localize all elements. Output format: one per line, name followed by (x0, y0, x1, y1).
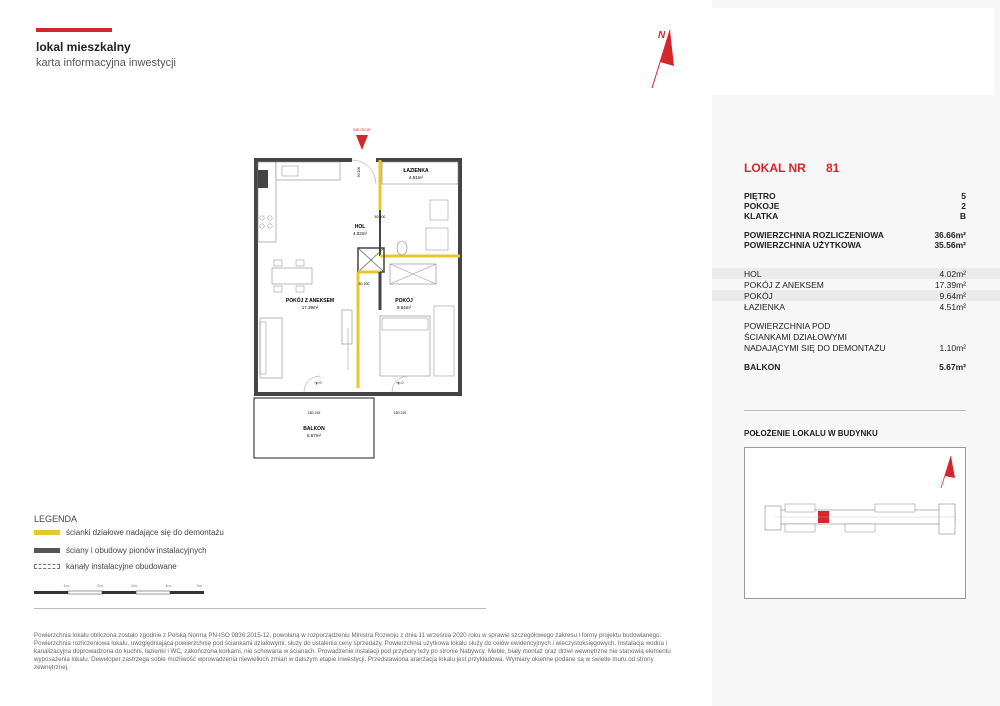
info-row: POKÓJ Z ANEKSEM 17.39m² (744, 280, 966, 290)
info-row: POWIERZCHNIA UŻYTKOWA 35.56m² (744, 240, 966, 250)
legend-label: kanały instalacyjne obudowane (66, 562, 177, 571)
legend-swatch-wall (34, 548, 60, 553)
info-panel (712, 0, 1000, 706)
room-area: 4.02m² (352, 231, 368, 236)
dining-table (272, 268, 312, 284)
info-row: NADAJĄCYMI SIĘ DO DEMONTAŻU 1.10m² (744, 343, 966, 353)
room-area: 5.67m² (306, 433, 322, 438)
room-name: BALKON (303, 426, 325, 432)
room-area: 17.39m² (301, 305, 319, 310)
north-arrow-icon (640, 22, 680, 92)
door-dimension: 90 200 (357, 166, 361, 178)
location-title: POŁOŻENIE LOKALU W BUDYNKU (744, 429, 878, 438)
entrance-arrow-icon (356, 135, 368, 150)
info-row: ŚCIANKAMI DZIAŁOWYMI (744, 332, 847, 342)
svg-text:5m: 5m (196, 583, 202, 588)
info-card (712, 145, 1000, 706)
washbasin (430, 200, 448, 220)
scale-bar (34, 582, 204, 598)
legend-label: ścianki działowe nadające się do demontażu (66, 528, 224, 537)
document-subtitle: karta informacyjna inwestycji (36, 57, 176, 69)
lokal-label: LOKAL NR (744, 161, 806, 175)
room-area: 9.64m² (396, 305, 412, 310)
floor-plan (240, 127, 480, 470)
info-row: ŁAZIENKA 4.51m² (744, 302, 966, 312)
room-area: 4.51m² (408, 175, 424, 180)
document-title: lokal mieszkalny (36, 40, 131, 54)
info-row: BALKON 5.67m² (744, 362, 966, 372)
info-row: POWIERZCHNIA POD (744, 321, 831, 331)
balcony-door-dimension: 180 215 (393, 411, 407, 415)
balcony-door-dimension: 180 215 (307, 411, 321, 415)
lokal-number: 81 (826, 161, 840, 175)
legend-item (34, 528, 224, 537)
toilet-icon (397, 241, 407, 255)
window-label: hp 0 (396, 381, 404, 385)
building-location-map (744, 447, 966, 599)
door-dimension: 80 200 (358, 282, 370, 286)
room-name: POKÓJ Z ANEKSEM (285, 298, 335, 304)
wardrobe (434, 306, 454, 376)
sofa (260, 318, 282, 378)
window-label: hp 0 (314, 381, 322, 385)
header-accent-bar (36, 28, 112, 32)
info-row: POKÓJ 9.64m² (744, 291, 966, 301)
north-label: N (658, 30, 666, 41)
svg-text:2m: 2m (97, 583, 103, 588)
legend-swatch-duct (34, 564, 60, 569)
info-row: POKOJE 2 (744, 201, 966, 211)
door-dimension: 80 200 (374, 215, 386, 219)
entrance-label: WEJŚCIE (353, 127, 371, 132)
svg-text:3m: 3m (131, 583, 137, 588)
legend-item (34, 546, 207, 555)
info-row: PIĘTRO 5 (744, 191, 966, 201)
legend-item (34, 562, 177, 571)
divider (744, 410, 966, 411)
legend-title: LEGENDA (34, 514, 78, 524)
info-row: POWIERZCHNIA ROZLICZENIOWA 36.66m² (744, 230, 966, 240)
top-box (712, 8, 994, 95)
room-name: HOL (354, 224, 366, 230)
footnote: Powierzchnia lokalu obliczona zostało zgodnie z Polską Normą PN-ISO 9836:2015-12, powołaną w rozporządzeniu Ministra Rozwoju z dnia 11 września 2020 roku w sprawie szczegółowego zakresu i formy projektu budowlanego. Powierzchnia rozliczeniowa lokalu, uwzględniająca powierzchnię pod ściankami działowymi, służy do ustalenia ceny sprzedaży. Powierzchnia użytkowa lokalu służy do celów ewidencyjnych i wieczystoksięgowych. Instalacja wodna i kanalizacyjna doprowadzona do kuchni, łazienki i WC, zakończona korkami, nie schowana w ścianach. Prowadzenie instalacji pod przybory leży po stronie Nabywcy. Meble, biały montaż oraz drzwi wewnętrzne nie stanowią elementu wyposażenia lokalu. Deweloper zastrzega sobie możliwość wprowadzenia niewielkich zmian w dalszym etapie inwestycji. Przedstawiona aranżacja lokalu jest przykładowa. Wymiary okienne podane są w świetle muru od strony zewnętrznej. (34, 632, 671, 672)
legend-label: ściany i obudowy pionów instalacyjnych (66, 546, 207, 555)
svg-text:4m: 4m (165, 583, 171, 588)
info-row: HOL 4.02m² (744, 269, 966, 279)
svg-text:1m: 1m (63, 583, 69, 588)
info-row: KLATKA B (744, 211, 966, 221)
room-name: ŁAZIENKA (403, 168, 429, 174)
divider (34, 608, 486, 609)
bed (380, 316, 430, 376)
mini-north-icon (941, 456, 955, 488)
room-name: POKÓJ (395, 298, 413, 304)
legend-swatch-partition (34, 530, 60, 535)
